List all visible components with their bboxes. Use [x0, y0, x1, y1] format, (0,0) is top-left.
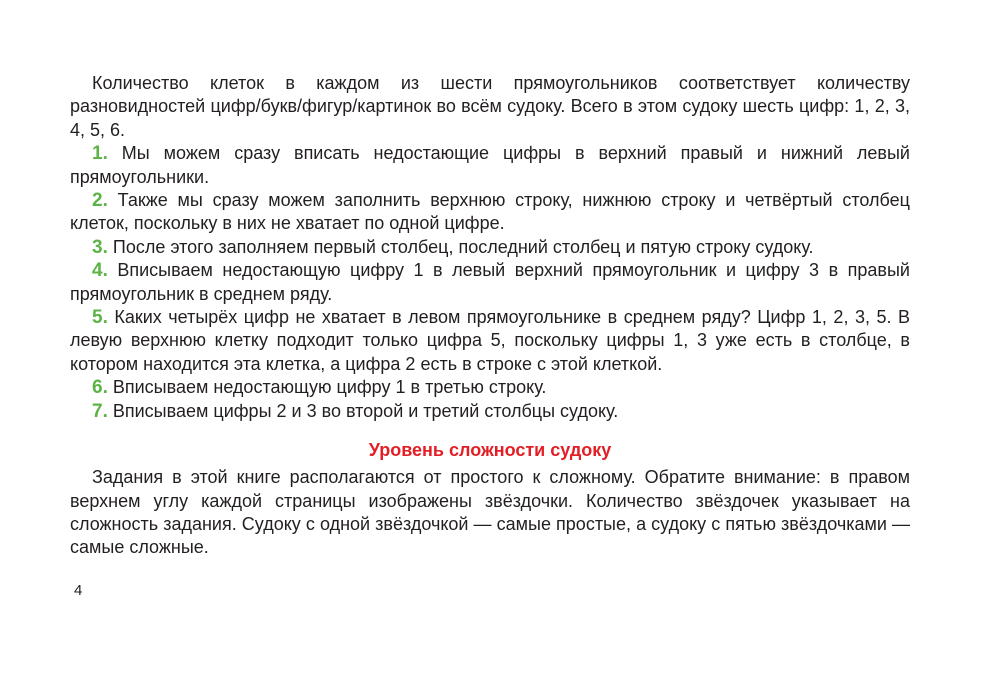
section-title: Уровень сложности судоку: [368, 440, 612, 461]
steps-list: [70, 142, 910, 423]
step-7: [70, 400, 910, 423]
step-1: [70, 142, 910, 189]
intro-paragraph: Количество клеток в каждом из шести прямоугольников соответствует количеству разновидностей цифр/букв/фигур/картинок во всём судоку. Всего в этом судоку шесть цифр: 1, 2, 3, 4, 5, 6.: [70, 73, 910, 140]
step-text: Также мы сразу можем заполнить верхнюю строку, нижнюю строку и четвёртый столбец клеток, поскольку в них не хватает по одной цифре.: [70, 190, 910, 234]
step-text: Каких четырёх цифр не хватает в левом прямоугольнике в среднем ряду? Цифр 1, 2, 3, 5. В левую верхнюю клетку подходит только цифра 5, поскольку цифры 1, 3 уже есть в столбце, в котором находится эта клетка, а цифра 2 есть в строке с этой клеткой.: [70, 307, 910, 374]
step-text: Вписываем цифры 2 и 3 во второй и третий столбцы судоку.: [112, 400, 619, 421]
step-text: Мы можем сразу вписать недостающие цифры в верхний правый и нижний левый прямоугольники.: [70, 143, 910, 187]
step-number: 1.: [92, 143, 108, 165]
step-text: Вписываем недостающую цифру 1 в левый верхний прямоугольник и цифру 3 в правый прямоугольник в среднем ряду.: [70, 260, 910, 304]
step-3: [70, 236, 910, 259]
step-text: После этого заполняем первый столбец, последний столбец и пятую строку судоку.: [112, 236, 814, 257]
step-number: 4.: [92, 260, 108, 282]
step-number: 2.: [92, 190, 108, 212]
section-paragraph: Задания в этой книге располагаются от простого к сложному. Обратите внимание: в правом верхнем углу каждой страницы изображены звёздочки. Количество звёздочек указывает на сложность задания. Судоку с одной звёздочкой — самые простые, а судоку с пятью звёздочками — самые сложные.: [70, 467, 910, 558]
step-4: [70, 259, 910, 306]
step-number: 5.: [92, 307, 108, 329]
step-5: [70, 306, 910, 376]
page-content: [70, 72, 910, 560]
step-number: 3.: [92, 236, 108, 258]
step-6: [70, 376, 910, 399]
page-number: 4: [74, 582, 83, 599]
step-number: 6.: [92, 377, 108, 399]
step-text: Вписываем недостающую цифру 1 в третью строку.: [112, 377, 547, 398]
step-number: 7.: [92, 400, 108, 422]
step-2: [70, 189, 910, 236]
